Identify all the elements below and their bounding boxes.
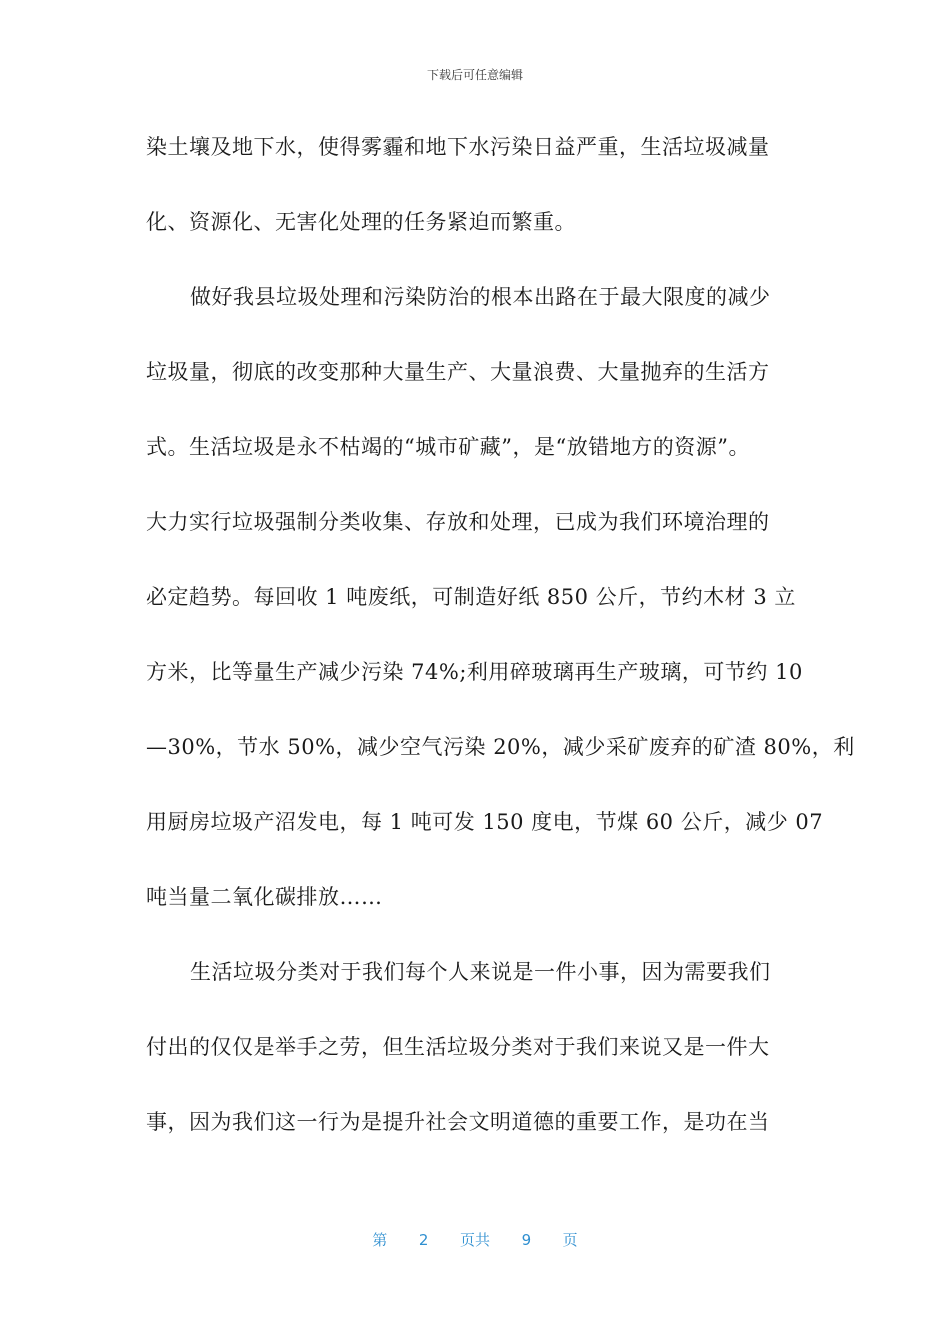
text-line: 方米，比等量生产减少污染 74%;利用碎玻璃再生产玻璃，可节约 10 <box>146 660 803 684</box>
footer-label-prefix: 第 <box>372 1231 388 1249</box>
paragraph-first-line: 生活垃圾分类对于我们每个人来说是一件小事，因为需要我们 <box>190 960 771 984</box>
text-line: 染土壤及地下水，使得雾霾和地下水污染日益严重，生活垃圾减量 <box>146 135 770 159</box>
text-line: 垃圾量，彻底的改变那种大量生产、大量浪费、大量抛弃的生活方 <box>146 360 770 384</box>
text-line: 吨当量二氧化碳排放…… <box>146 885 383 909</box>
text-line: 式。生活垃圾是永不枯竭的“城市矿藏”，是“放错地方的资源”。 <box>146 435 750 459</box>
text-line: 用厨房垃圾产沼发电，每 1 吨可发 150 度电，节煤 60 公斤，减少 07 <box>146 810 824 834</box>
text-line: 必定趋势。每回收 1 吨废纸，可制造好纸 850 公斤，节约木材 3 立 <box>146 585 796 609</box>
page-footer <box>0 1229 950 1250</box>
text-line: —30%，节水 50%，减少空气污染 20%，减少采矿废弃的矿渣 80%，利 <box>146 735 855 759</box>
page-header: 下载后可任意编辑 <box>426 68 523 82</box>
footer-page-number: 2 <box>418 1231 429 1249</box>
footer-label-middle: 页共 <box>459 1231 490 1249</box>
footer-label-suffix: 页 <box>562 1231 578 1249</box>
footer-total-pages: 9 <box>521 1231 532 1249</box>
paragraph-first-line: 做好我县垃圾处理和污染防治的根本出路在于最大限度的减少 <box>190 285 771 309</box>
text-line: 化、资源化、无害化处理的任务紧迫而繁重。 <box>146 210 576 234</box>
text-line: 付出的仅仅是举手之劳，但生活垃圾分类对于我们来说又是一件大 <box>146 1035 770 1059</box>
text-line: 事，因为我们这一行为是提升社会文明道德的重要工作，是功在当 <box>146 1110 770 1134</box>
text-line: 大力实行垃圾强制分类收集、存放和处理，已成为我们环境治理的 <box>146 510 770 534</box>
